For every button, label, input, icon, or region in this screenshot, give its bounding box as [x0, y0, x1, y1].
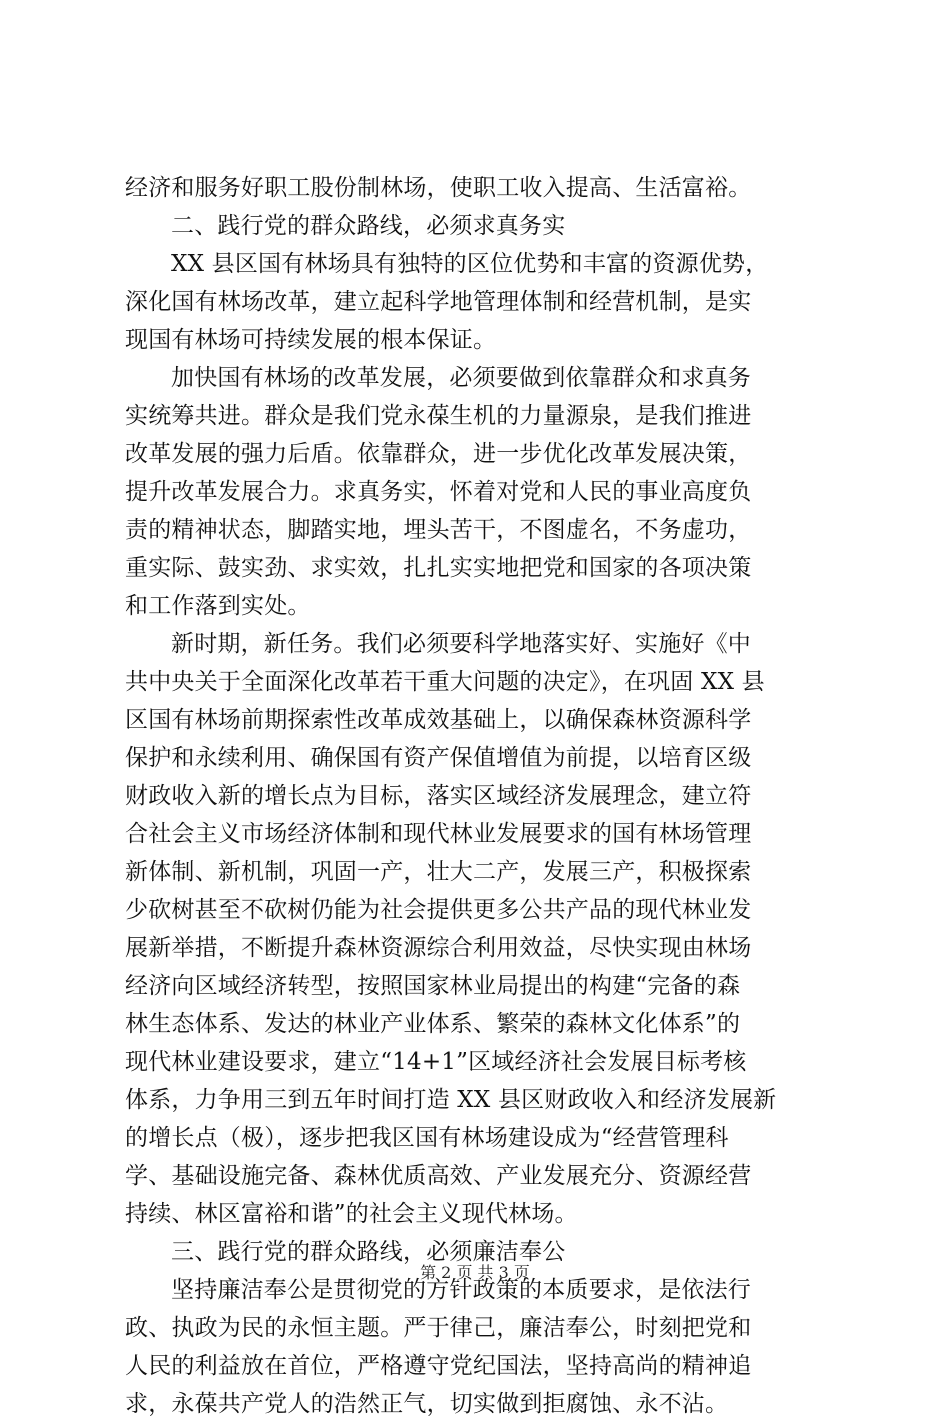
text-line: 政、执政为民的永恒主题。严于律己，廉洁奉公，时刻把党和 — [125, 1315, 752, 1341]
page-number-footer: 第 2 页 共 3 页 — [420, 1263, 530, 1282]
text-line: 学、基础设施完备、森林优质高效、产业发展充分、资源经营 — [125, 1163, 752, 1189]
text-line: 改革发展的强力后盾。依靠群众，进一步优化改革发展决策， — [125, 441, 752, 467]
text-line: 提升改革发展合力。求真务实，怀着对党和人民的事业高度负 — [125, 479, 752, 505]
text-line: 深化国有林场改革，建立起科学地管理体制和经营机制，是实 — [125, 289, 752, 315]
text-line: 和工作落到实处。 — [125, 593, 311, 619]
text-line: 林生态体系、发达的林业产业体系、繁荣的森林文化体系”的 — [125, 1011, 741, 1037]
text-line: 共中央关于全面深化改革若干重大问题的决定》，在巩固 XX 县 — [125, 669, 765, 695]
text-line: 经济向区域经济转型，按照国家林业局提出的构建“完备的森 — [125, 973, 741, 999]
text-line: 求，永葆共产党人的浩然正气，切实做到拒腐蚀、永不沾。 — [125, 1391, 729, 1417]
text-line: 少砍树甚至不砍树仍能为社会提供更多公共产品的现代林业发 — [125, 897, 752, 923]
text-line: 现代林业建设要求，建立“14+1”区域经济社会发展目标考核 — [125, 1049, 747, 1075]
text-line: 保护和永续利用、确保国有资产保值增值为前提，以培育区级 — [125, 745, 752, 771]
text-line: 持续、林区富裕和谐”的社会主义现代林场。 — [125, 1201, 578, 1227]
section-heading: 三、践行党的群众路线，必须廉洁奉公 — [171, 1239, 566, 1265]
text-line: 财政收入新的增长点为目标，落实区域经济发展理念，建立符 — [125, 783, 752, 809]
text-line: 合社会主义市场经济体制和现代林业发展要求的国有林场管理 — [125, 821, 752, 847]
text-line: XX 县区国有林场具有独特的区位优势和丰富的资源优势， — [171, 251, 769, 277]
text-line: 的增长点（极），逐步把我区国有林场建设成为“经营管理科 — [125, 1125, 729, 1151]
text-line: 现国有林场可持续发展的根本保证。 — [125, 327, 497, 353]
section-heading: 二、践行党的群众路线，必须求真务实 — [171, 213, 566, 239]
text-line: 重实际、鼓实劲、求实效，扎扎实实地把党和国家的各项决策 — [125, 555, 752, 581]
text-line: 加快国有林场的改革发展，必须要做到依靠群众和求真务 — [171, 365, 751, 391]
text-line: 坚持廉洁奉公是贯彻党的方针政策的本质要求，是依法行 — [171, 1277, 751, 1303]
text-line: 区国有林场前期探索性改革成效基础上，以确保森林资源科学 — [125, 707, 752, 733]
text-line: 体系，力争用三到五年时间打造 XX 县区财政收入和经济发展新 — [125, 1087, 777, 1113]
text-line: 经济和服务好职工股份制林场，使职工收入提高、生活富裕。 — [125, 175, 752, 201]
text-line: 展新举措，不断提升森林资源综合利用效益，尽快实现由林场 — [125, 935, 752, 961]
text-line: 新时期，新任务。我们必须要科学地落实好、实施好《中 — [171, 631, 751, 657]
text-line: 实统筹共进。群众是我们党永葆生机的力量源泉，是我们推进 — [125, 403, 752, 429]
text-line: 新体制、新机制，巩固一产，壮大二产，发展三产，积极探索 — [125, 859, 752, 885]
text-line: 人民的利益放在首位，严格遵守党纪国法，坚持高尚的精神追 — [125, 1353, 752, 1379]
text-line: 责的精神状态，脚踏实地，埋头苦干，不图虚名，不务虚功， — [125, 517, 752, 543]
